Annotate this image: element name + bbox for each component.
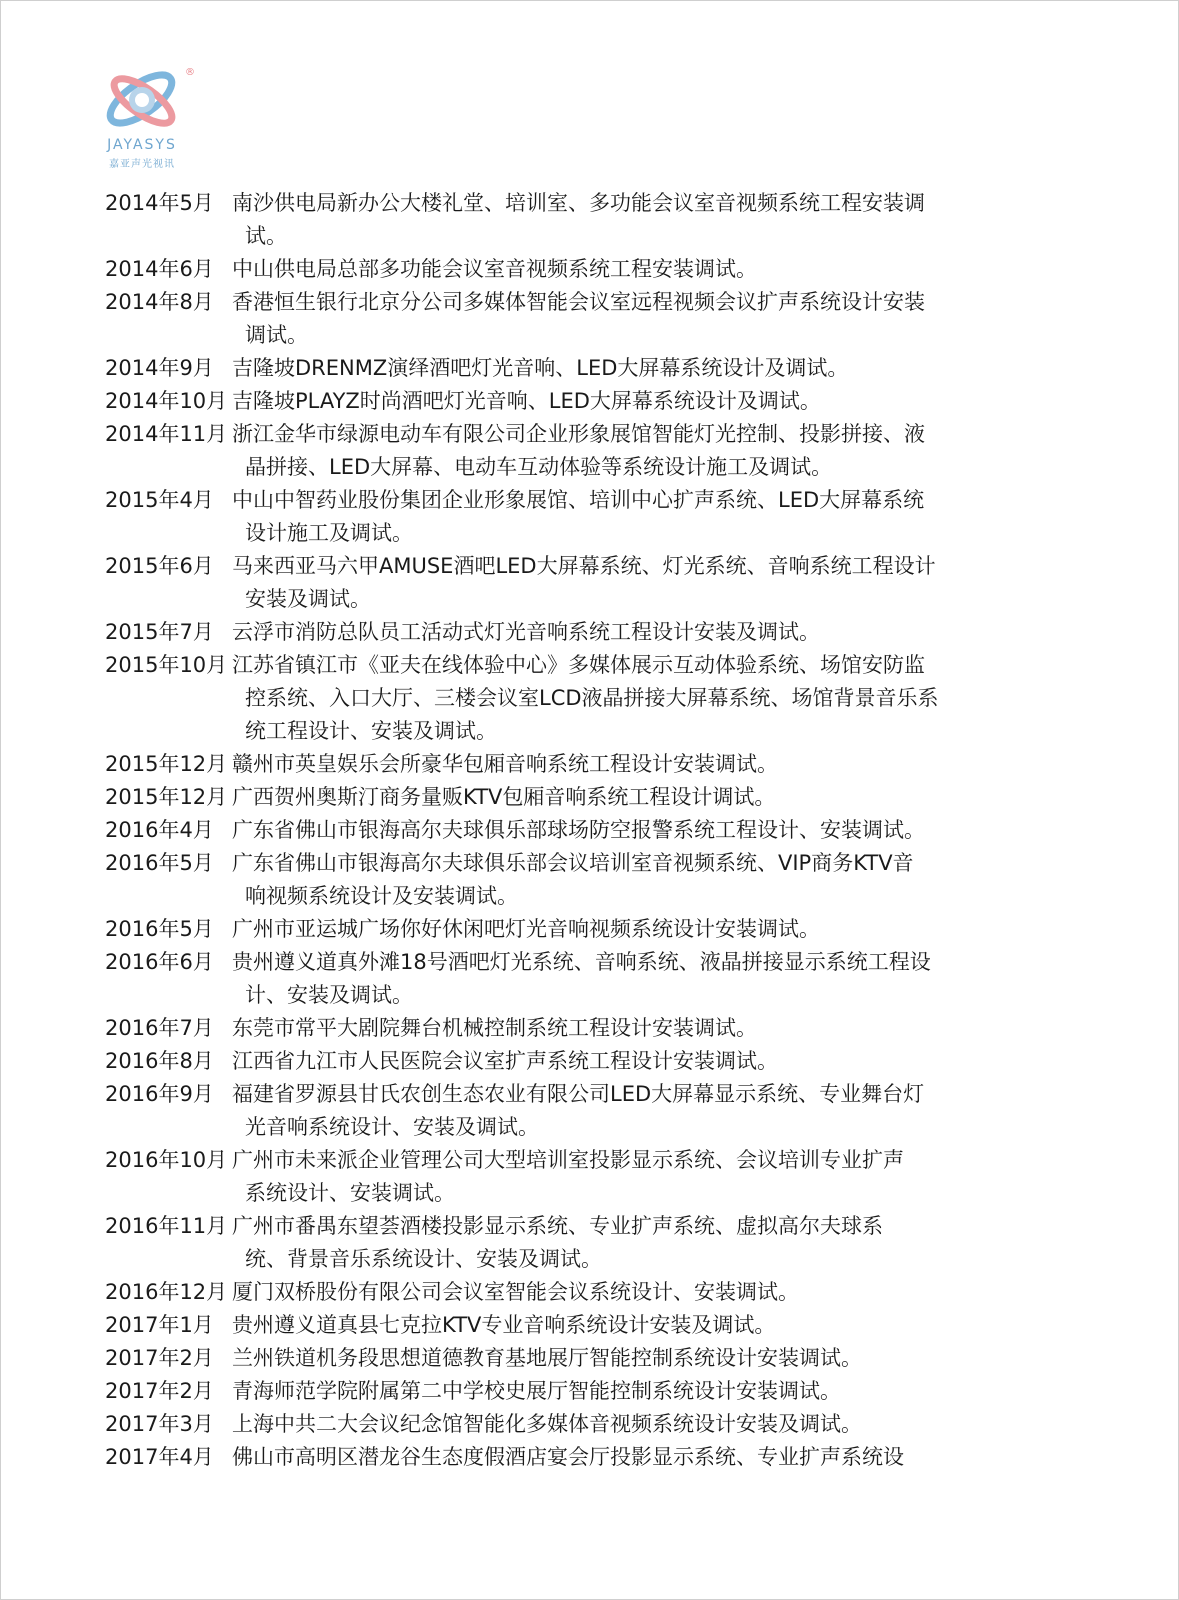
- entry-description-line: 光音响系统设计、安装及调试。: [245, 1115, 539, 1139]
- entry-description-line: 吉隆坡DRENMZ演绎酒吧灯光音响、LED大屏幕系统设计及调试。: [232, 356, 849, 380]
- entry-date: 2015年4月: [105, 488, 214, 512]
- list-item: [105, 913, 1105, 945]
- entry-description: [105, 649, 1105, 747]
- entry-description-line: 赣州市英皇娱乐会所豪华包厢音响系统工程设计安装调试。: [232, 752, 778, 776]
- entry-date: 2016年4月: [105, 818, 214, 842]
- entry-description: [105, 748, 1105, 780]
- entry-date: 2015年6月: [105, 554, 214, 578]
- entry-description: [105, 352, 1105, 384]
- entry-description-line: 控系统、入口大厅、三楼会议室LCD液晶拼接大屏幕系统、场馆背景音乐系: [245, 686, 939, 710]
- entry-description-line: 广东省佛山市银海高尔夫球俱乐部会议培训室音视频系统、VIP商务KTV音: [232, 851, 914, 875]
- logo: [101, 65, 201, 173]
- logo-brand-chinese: 嘉亚声光视讯: [109, 159, 175, 170]
- list-item: [105, 1012, 1105, 1044]
- entry-description: [105, 1276, 1105, 1308]
- entry-date: 2016年5月: [105, 917, 214, 941]
- list-item: [105, 1210, 1105, 1275]
- entry-date: 2014年5月: [105, 191, 214, 215]
- entry-description-line: 调试。: [245, 323, 308, 347]
- entry-description-line: 福建省罗源县甘氏农创生态农业有限公司LED大屏幕显示系统、专业舞台灯: [232, 1082, 925, 1106]
- entry-description: [105, 286, 1105, 351]
- entry-description: [105, 253, 1105, 285]
- entry-description: [105, 418, 1105, 483]
- entry-description-line: 设计施工及调试。: [245, 521, 413, 545]
- entry-description-line: 响视频系统设计及安装调试。: [245, 884, 518, 908]
- list-item: [105, 847, 1105, 912]
- entry-description-line: 中山供电局总部多功能会议室音视频系统工程安装调试。: [232, 257, 757, 281]
- list-item: [105, 649, 1105, 747]
- list-item: [105, 616, 1105, 648]
- list-item: [105, 1144, 1105, 1209]
- list-item: [105, 385, 1105, 417]
- entry-date: 2016年10月: [105, 1148, 228, 1172]
- entry-description: [105, 781, 1105, 813]
- entry-date: 2014年11月: [105, 422, 228, 446]
- entry-description: [105, 1375, 1105, 1407]
- entry-description: [105, 1144, 1105, 1209]
- list-item: [105, 781, 1105, 813]
- entry-description-line: 江苏省镇江市《亚夫在线体验中心》多媒体展示互动体验系统、场馆安防监: [232, 653, 925, 677]
- entry-description: [105, 1441, 1105, 1473]
- logo-brand-text: JAYASYS: [107, 137, 177, 153]
- entry-description-line: 厦门双桥股份有限公司会议室智能会议系统设计、安装调试。: [232, 1280, 799, 1304]
- entry-description: [105, 913, 1105, 945]
- list-item: [105, 484, 1105, 549]
- entry-date: 2014年6月: [105, 257, 214, 281]
- entry-description-line: 上海中共二大会议纪念馆智能化多媒体音视频系统设计安装及调试。: [232, 1412, 862, 1436]
- entry-description: [105, 1078, 1105, 1143]
- list-item: [105, 253, 1105, 285]
- list-item: [105, 187, 1105, 252]
- entry-date: 2014年9月: [105, 356, 214, 380]
- list-item: [105, 814, 1105, 846]
- logo-emblem-icon: [101, 65, 185, 137]
- list-item: [105, 352, 1105, 384]
- entry-date: 2015年7月: [105, 620, 214, 644]
- entry-description-line: 贵州遵义道真外滩18号酒吧灯光系统、音响系统、液晶拼接显示系统工程设: [232, 950, 931, 974]
- entry-description: [105, 1408, 1105, 1440]
- list-item: [105, 418, 1105, 483]
- entry-description: [105, 946, 1105, 1011]
- entry-date: 2017年4月: [105, 1445, 214, 1469]
- entry-description-line: 兰州铁道机务段思想道德教育基地展厅智能控制系统设计安装调试。: [232, 1346, 862, 1370]
- entry-description-line: 晶拼接、LED大屏幕、电动车互动体验等系统设计施工及调试。: [245, 455, 833, 479]
- list-item: [105, 1276, 1105, 1308]
- list-item: [105, 946, 1105, 1011]
- entry-description-line: 系统设计、安装调试。: [245, 1181, 455, 1205]
- entry-date: 2016年6月: [105, 950, 214, 974]
- entry-description-line: 佛山市高明区潜龙谷生态度假酒店宴会厅投影显示系统、专业扩声系统设: [232, 1445, 904, 1469]
- entry-description-line: 江西省九江市人民医院会议室扩声系统工程设计安装调试。: [232, 1049, 778, 1073]
- entry-description-line: 广州市未来派企业管理公司大型培训室投影显示系统、会议培训专业扩声: [232, 1148, 904, 1172]
- list-item: [105, 1342, 1105, 1374]
- entry-date: 2017年1月: [105, 1313, 214, 1337]
- list-item: [105, 1441, 1105, 1473]
- entry-description-line: 中山中智药业股份集团企业形象展馆、培训中心扩声系统、LED大屏幕系统: [232, 488, 925, 512]
- entry-description: [105, 385, 1105, 417]
- entry-description: [105, 1012, 1105, 1044]
- entry-description-line: 试。: [245, 224, 287, 248]
- entry-date: 2015年10月: [105, 653, 228, 677]
- entry-description-line: 南沙供电局新办公大楼礼堂、培训室、多功能会议室音视频系统工程安装调: [232, 191, 925, 215]
- entry-description-line: 计、安装及调试。: [245, 983, 413, 1007]
- entry-date: 2016年8月: [105, 1049, 214, 1073]
- entry-description: [105, 1045, 1105, 1077]
- list-item: [105, 1375, 1105, 1407]
- entry-description-line: 贵州遵义道真县七克拉KTV专业音响系统设计安装及调试。: [232, 1313, 776, 1337]
- list-item: [105, 1408, 1105, 1440]
- entry-date: 2017年2月: [105, 1346, 214, 1370]
- entry-description: [105, 616, 1105, 648]
- entry-description-line: 青海师范学院附属第二中学校史展厅智能控制系统设计安装调试。: [232, 1379, 841, 1403]
- list-item: [105, 286, 1105, 351]
- entry-date: 2017年3月: [105, 1412, 214, 1436]
- entry-description-line: 吉隆坡PLAYZ时尚酒吧灯光音响、LED大屏幕系统设计及调试。: [232, 389, 821, 413]
- entry-description-line: 浙江金华市绿源电动车有限公司企业形象展馆智能灯光控制、投影拼接、液: [232, 422, 925, 446]
- entry-date: 2016年12月: [105, 1280, 228, 1304]
- list-item: [105, 550, 1105, 615]
- entry-description: [105, 814, 1105, 846]
- list-item: [105, 1045, 1105, 1077]
- entry-description-line: 东莞市常平大剧院舞台机械控制系统工程设计安装调试。: [232, 1016, 757, 1040]
- entry-date: 2015年12月: [105, 785, 228, 809]
- entry-description-line: 统工程设计、安装及调试。: [245, 719, 497, 743]
- entry-description-line: 广东省佛山市银海高尔夫球俱乐部球场防空报警系统工程设计、安装调试。: [232, 818, 925, 842]
- list-item: [105, 1078, 1105, 1143]
- entry-date: 2015年12月: [105, 752, 228, 776]
- entry-description: [105, 1342, 1105, 1374]
- entry-date: 2014年10月: [105, 389, 228, 413]
- entry-description: [105, 1210, 1105, 1275]
- list-item: [105, 1309, 1105, 1341]
- entry-date: 2016年11月: [105, 1214, 228, 1238]
- entry-date: 2017年2月: [105, 1379, 214, 1403]
- project-list: [105, 187, 1105, 1474]
- entry-date: 2016年5月: [105, 851, 214, 875]
- entry-description: [105, 484, 1105, 549]
- entry-description-line: 统、背景音乐系统设计、安装及调试。: [245, 1247, 602, 1271]
- entry-description: [105, 550, 1105, 615]
- registered-mark: ®: [185, 67, 195, 78]
- entry-description-line: 安装及调试。: [245, 587, 371, 611]
- entry-description-line: 香港恒生银行北京分公司多媒体智能会议室远程视频会议扩声系统设计安装: [232, 290, 925, 314]
- entry-date: 2016年9月: [105, 1082, 214, 1106]
- entry-description-line: 云浮市消防总队员工活动式灯光音响系统工程设计安装及调试。: [232, 620, 820, 644]
- entry-description-line: 马来西亚马六甲AMUSE酒吧LED大屏幕系统、灯光系统、音响系统工程设计: [232, 554, 936, 578]
- entry-description: [105, 847, 1105, 912]
- entry-description-line: 广州市亚运城广场你好休闲吧灯光音响视频系统设计安装调试。: [232, 917, 820, 941]
- entry-description-line: 广西贺州奥斯汀商务量贩KTV包厢音响系统工程设计调试。: [232, 785, 776, 809]
- list-item: [105, 748, 1105, 780]
- entry-description-line: 广州市番禺东望荟酒楼投影显示系统、专业扩声系统、虚拟高尔夫球系: [232, 1214, 883, 1238]
- entry-description: [105, 187, 1105, 252]
- entry-date: 2016年7月: [105, 1016, 214, 1040]
- entry-description: [105, 1309, 1105, 1341]
- entry-date: 2014年8月: [105, 290, 214, 314]
